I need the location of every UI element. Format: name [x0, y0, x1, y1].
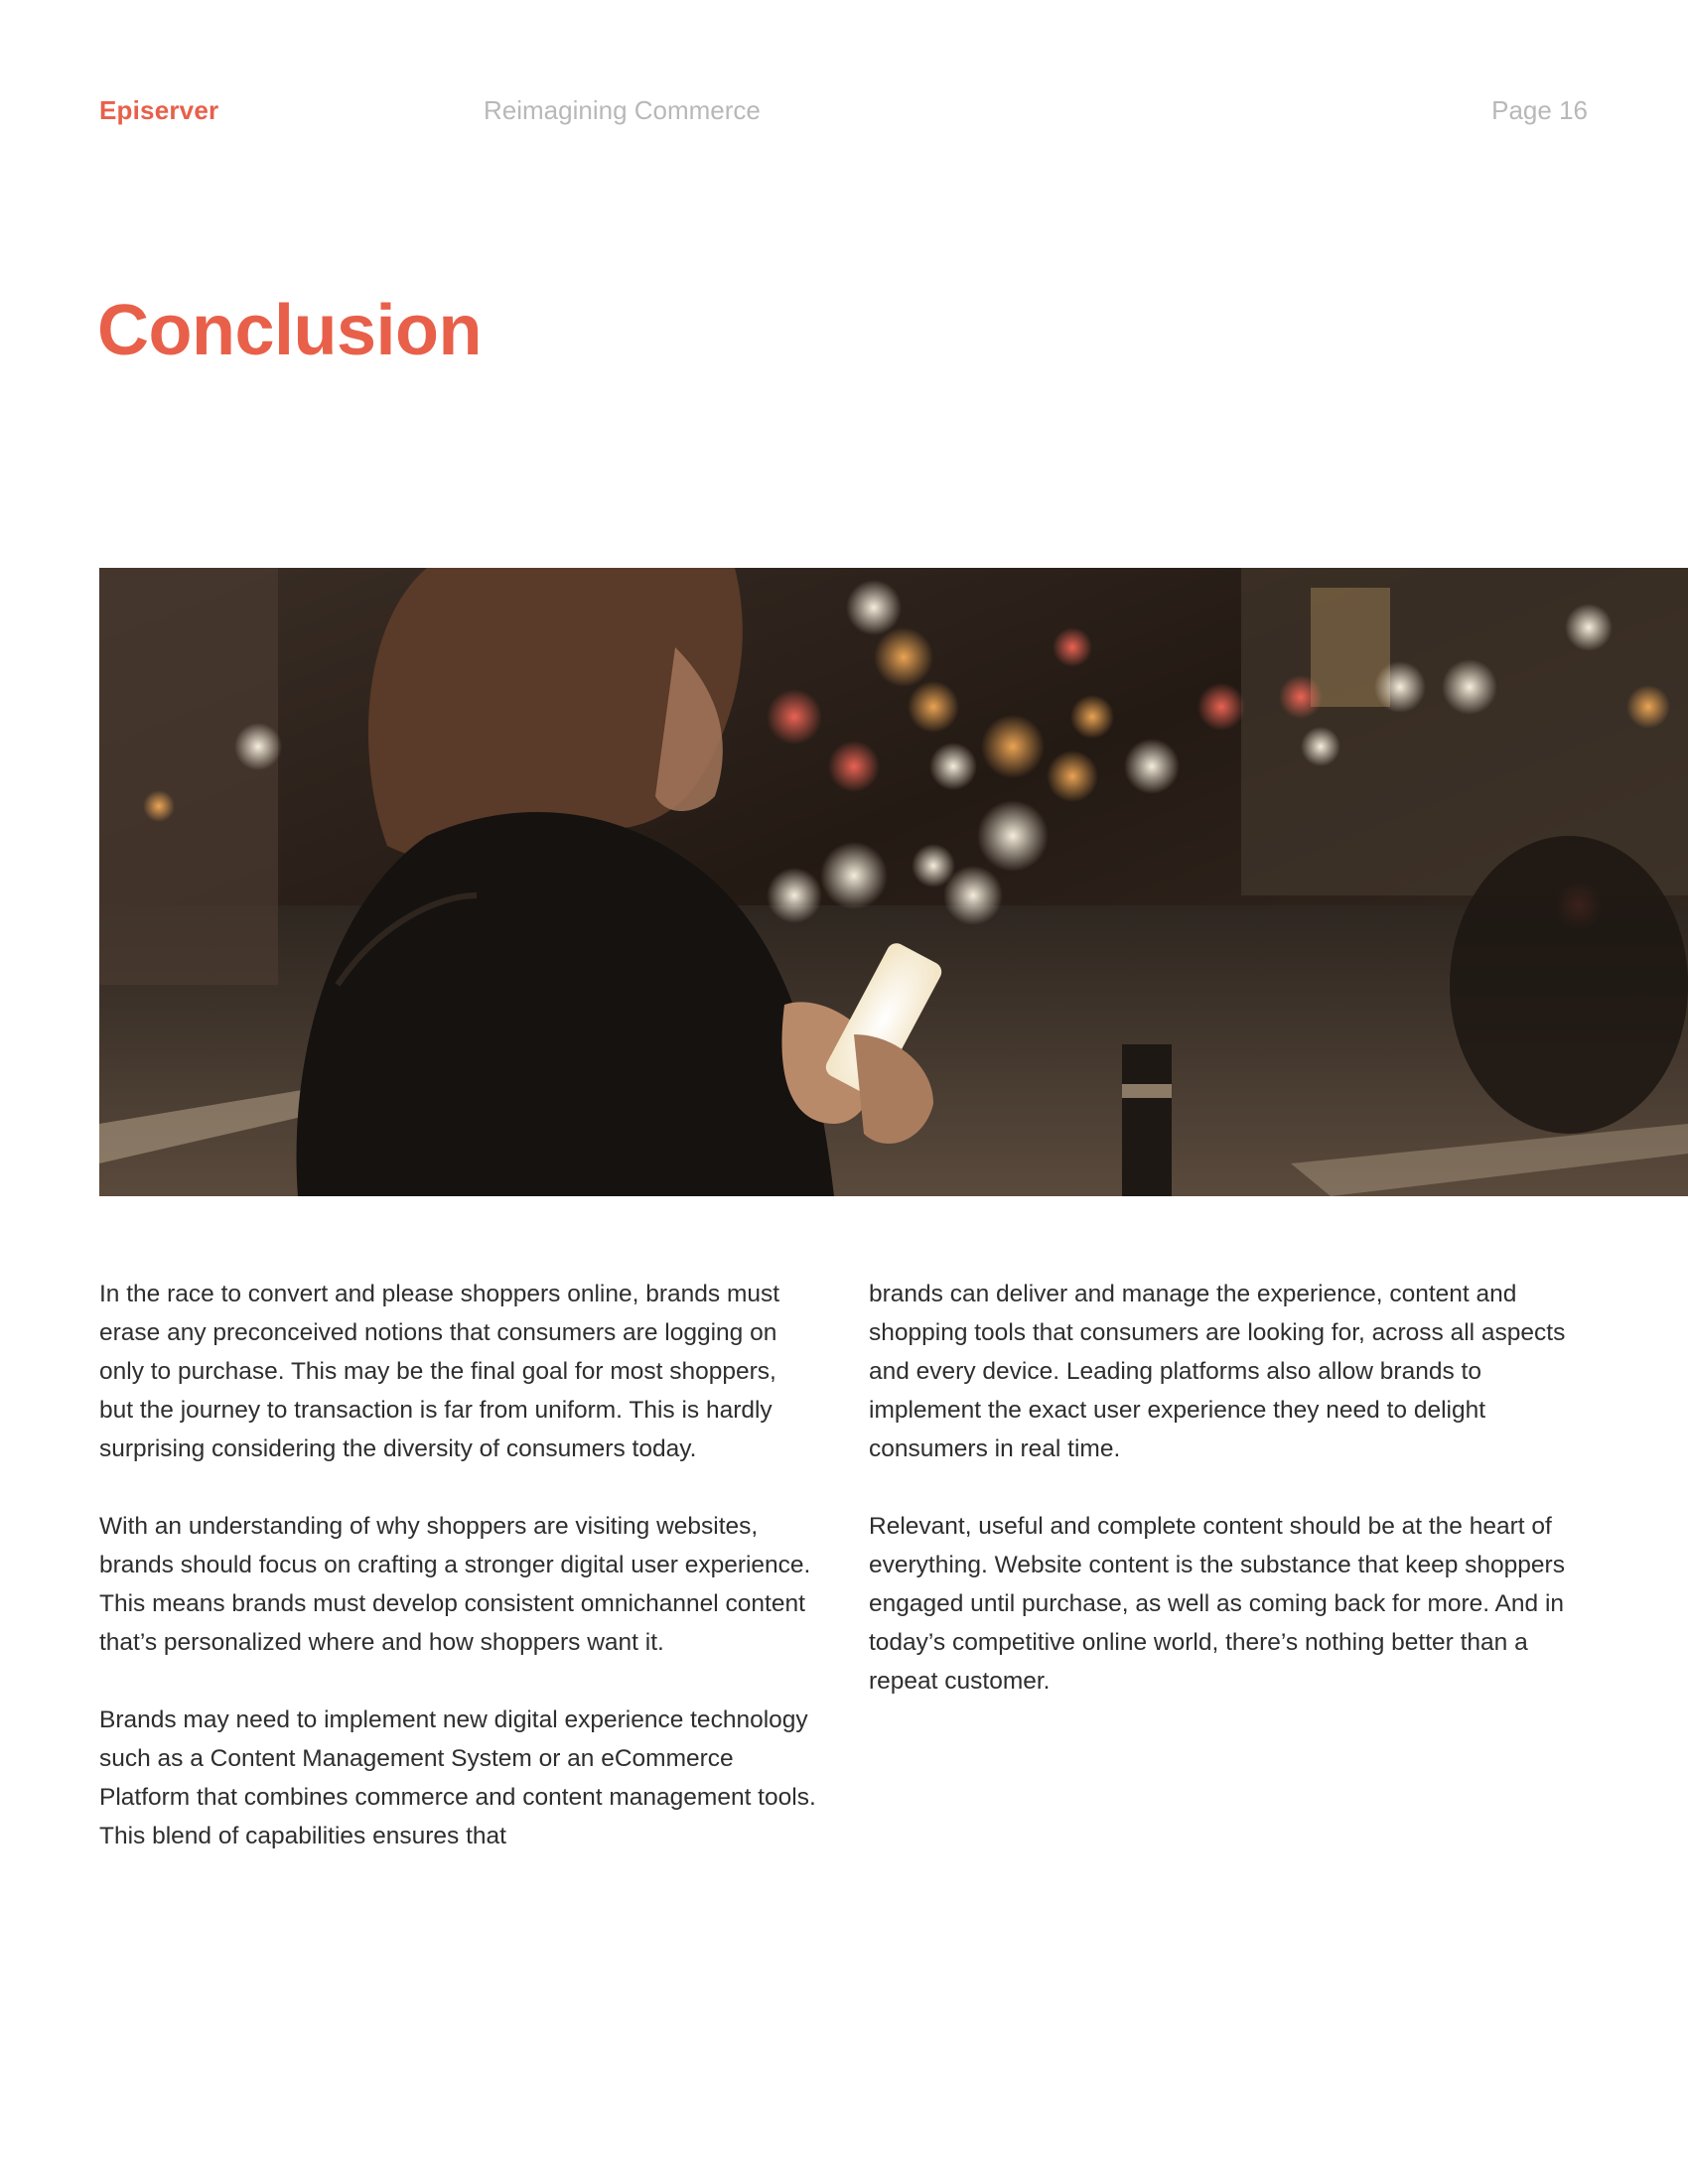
- body-column-left: [99, 1275, 816, 1894]
- paragraph: Relevant, useful and complete content should be at the heart of everything. Website content is the substance that keep shoppers engaged until purchase, as well as coming back for more. And in today’s competitive online world, there’s nothing better than a repeat customer.: [869, 1513, 1565, 1695]
- paragraph: With an understanding of why shoppers are visiting websites, brands should focus on crafting a stronger digital user experience. This means brands must develop consistent omnichannel content that’s personalized where and how shoppers want it.: [99, 1513, 811, 1656]
- header-page-number: Page 16: [1491, 95, 1588, 125]
- paragraph: In the race to convert and please shoppers online, brands must erase any preconceived notions that consumers are logging on only to purchase. This may be the final goal for most shoppers, but the journey to transaction is far from uniform. This is hardly surprising considering the diversity of consumers today.: [99, 1281, 780, 1462]
- page-title: Conclusion: [97, 291, 482, 370]
- paragraph: Brands may need to implement new digital experience technology such as a Content Management System or an eCommerce Platform that combines commerce and content management tools. This blend of capabilities ensures that: [99, 1706, 816, 1849]
- paragraph: brands can deliver and manage the experience, content and shopping tools that consumers are looking for, across all aspects and every device. Leading platforms also allow brands to implement the exact user experience they need to delight consumers in real time.: [869, 1281, 1566, 1462]
- body-column-right: [869, 1275, 1594, 1739]
- hero-photo-illustration: [99, 568, 1688, 1196]
- header-brand: Episerver: [99, 95, 219, 125]
- hero-photo: [99, 568, 1688, 1196]
- header-doc-title: Reimagining Commerce: [484, 95, 761, 125]
